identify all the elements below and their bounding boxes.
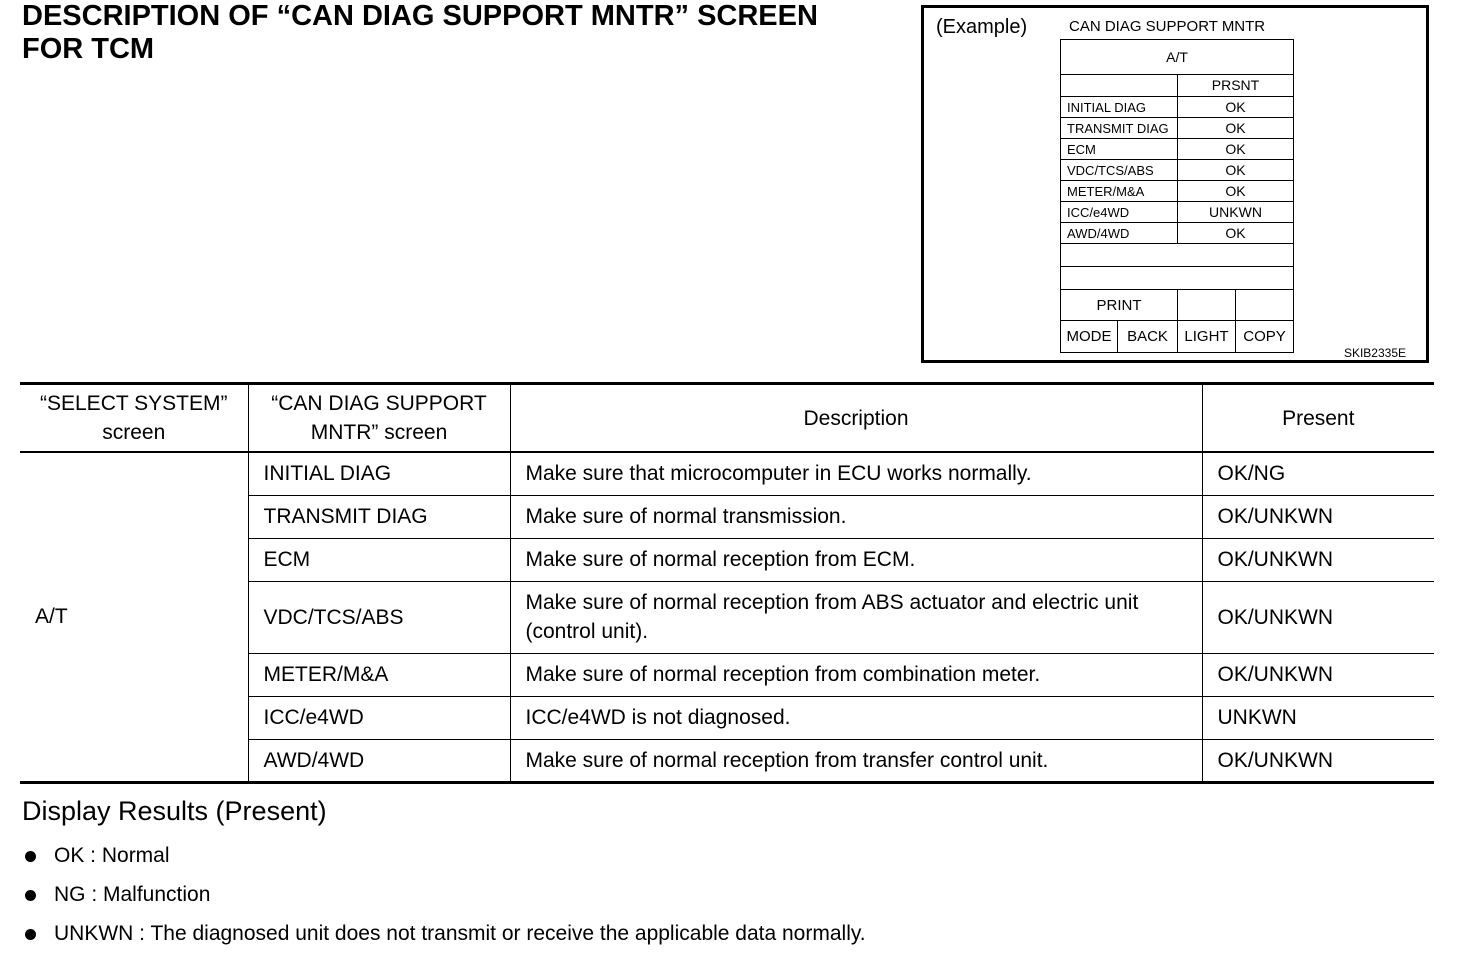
result-text: NG : Malfunction	[54, 883, 211, 906]
description-cell: Make sure of normal reception from ABS actuator and electric unit (control unit).	[510, 581, 1202, 653]
title-line-1: DESCRIPTION OF “CAN DIAG SUPPORT MNTR” SCREEN	[22, 0, 818, 32]
list-item	[22, 879, 866, 918]
present-cell: OK/UNKWN	[1202, 581, 1434, 653]
description-cell: Make sure of normal reception from combination meter.	[510, 653, 1202, 696]
screen-row-value: OK	[1178, 118, 1294, 139]
screen-system: A/T	[1061, 40, 1294, 75]
screen-row-value: OK	[1178, 139, 1294, 160]
screen-row-value: OK	[1178, 223, 1294, 244]
print-button[interactable]: PRINT	[1061, 290, 1178, 321]
description-cell: ICC/e4WD is not diagnosed.	[510, 696, 1202, 739]
screen-row	[1061, 202, 1294, 223]
header-select-system-line1: “SELECT SYSTEM”	[40, 392, 228, 415]
present-cell: UNKWN	[1202, 696, 1434, 739]
screen-row-item: AWD/4WD	[1061, 223, 1178, 244]
item-cell: INITIAL DIAG	[248, 452, 510, 495]
item-cell: AWD/4WD	[248, 739, 510, 782]
screen-row-value: UNKWN	[1178, 202, 1294, 223]
item-cell: ICC/e4WD	[248, 696, 510, 739]
present-cell: OK/UNKWN	[1202, 538, 1434, 581]
header-can-diag-line1: “CAN DIAG SUPPORT	[271, 392, 487, 415]
screen-header-empty	[1061, 75, 1178, 97]
screen-row	[1061, 181, 1294, 202]
screen-row-item: METER/M&A	[1061, 181, 1178, 202]
item-cell: TRANSMIT DIAG	[248, 495, 510, 538]
screen-empty-button	[1236, 290, 1294, 321]
present-cell: OK/UNKWN	[1202, 653, 1434, 696]
figure-code: SKIB2335E	[1343, 346, 1406, 360]
page-title	[22, 0, 912, 66]
list-item	[22, 918, 866, 957]
screen-row	[1061, 223, 1294, 244]
screen-blank-row	[1061, 267, 1294, 290]
screen-blank-row	[1061, 244, 1294, 267]
description-table	[20, 382, 1434, 784]
example-screen-box	[921, 5, 1429, 363]
header-select-system-line2: screen	[102, 421, 166, 444]
table-row	[20, 452, 1434, 495]
header-present: Present	[1202, 384, 1434, 453]
bullet-icon	[25, 851, 36, 862]
screen-row-value: OK	[1178, 160, 1294, 181]
screen-row	[1061, 139, 1294, 160]
screen-row-item: ICC/e4WD	[1061, 202, 1178, 223]
bullet-icon	[25, 929, 36, 940]
screen-row-item: VDC/TCS/ABS	[1061, 160, 1178, 181]
mode-button[interactable]: MODE	[1061, 321, 1118, 353]
screen-title: CAN DIAG SUPPORT MNTR	[1069, 18, 1266, 35]
present-cell: OK/UNKWN	[1202, 495, 1434, 538]
description-cell: Make sure of normal transmission.	[510, 495, 1202, 538]
screen-row-item: INITIAL DIAG	[1061, 97, 1178, 118]
screen-row-item: TRANSMIT DIAG	[1061, 118, 1178, 139]
result-text: UNKWN : The diagnosed unit does not transmit or receive the applicable data normally.	[54, 922, 866, 945]
screen-row	[1061, 97, 1294, 118]
screen-row-value: OK	[1178, 97, 1294, 118]
example-label: (Example)	[936, 16, 1028, 38]
results-title: Display Results (Present)	[22, 796, 327, 826]
copy-button[interactable]: COPY	[1236, 321, 1294, 353]
list-item	[22, 840, 866, 879]
title-line-2: FOR TCM	[22, 33, 155, 65]
description-cell: Make sure of normal reception from transfer control unit.	[510, 739, 1202, 782]
item-cell: ECM	[248, 538, 510, 581]
screen-column-header: PRSNT	[1178, 75, 1294, 97]
screen-row-item: ECM	[1061, 139, 1178, 160]
description-cell: Make sure that microcomputer in ECU works normally.	[510, 452, 1202, 495]
screen-row-value: OK	[1178, 181, 1294, 202]
present-cell: OK/NG	[1202, 452, 1434, 495]
back-button[interactable]: BACK	[1118, 321, 1178, 353]
bullet-icon	[25, 890, 36, 901]
results-list	[22, 840, 866, 957]
present-cell: OK/UNKWN	[1202, 739, 1434, 782]
screen-row	[1061, 160, 1294, 181]
light-button[interactable]: LIGHT	[1178, 321, 1236, 353]
description-cell: Make sure of normal reception from ECM.	[510, 538, 1202, 581]
header-select-system	[20, 384, 248, 453]
item-cell: VDC/TCS/ABS	[248, 581, 510, 653]
header-description: Description	[510, 384, 1202, 453]
result-text: OK : Normal	[54, 844, 170, 867]
example-screen-table	[1060, 39, 1294, 353]
item-cell: METER/M&A	[248, 653, 510, 696]
screen-empty-button	[1178, 290, 1236, 321]
header-can-diag	[248, 384, 510, 453]
screen-row	[1061, 118, 1294, 139]
header-can-diag-line2: MNTR” screen	[310, 421, 448, 444]
system-cell: A/T	[35, 605, 68, 629]
